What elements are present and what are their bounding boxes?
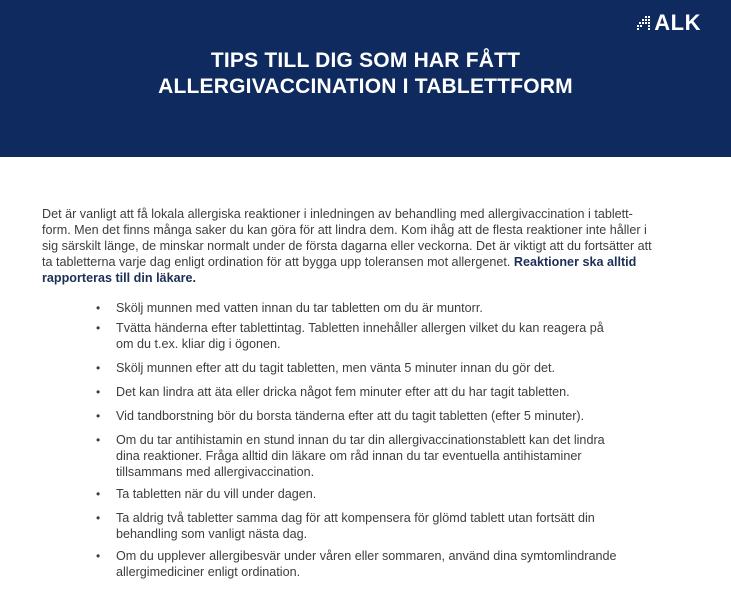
tip-text-line: tillsammans med allergivaccination. xyxy=(116,465,315,479)
bullet-icon: • xyxy=(96,361,101,375)
intro-line xyxy=(42,270,672,286)
tip-text-line: Om du upplever allergibesvär under våren eller sommaren, använd dina symtomlindrande xyxy=(116,549,617,563)
alk-logo xyxy=(636,12,701,34)
logo-text: ALK xyxy=(654,10,701,35)
tip-text-line: Ta aldrig två tabletter samma dag för att kompensera för glömd tablett utan fortsätt din xyxy=(116,511,595,525)
tip-text-line: Ta tabletten när du vill under dagen. xyxy=(116,487,317,501)
intro-emphasis: Reaktioner ska alltid xyxy=(513,255,637,269)
intro-line xyxy=(42,254,672,270)
tip-text-line: Det kan lindra att äta eller dricka något fem minuter efter att du har tagit tabletten. xyxy=(116,385,570,399)
tip-list-item xyxy=(96,432,676,480)
tip-text-line: dina reaktioner. Fråga alltid din läkare om råd innan du tar eventuella antihistaminer xyxy=(116,449,582,463)
tip-list-item xyxy=(96,384,676,400)
tip-list-item xyxy=(96,300,676,316)
tip-text-line: Vid tandborstning bör du borsta tänderna efter att du tagit tabletten (efter 5 minuter). xyxy=(116,409,585,423)
tip-list-item xyxy=(96,486,676,502)
bullet-icon: • xyxy=(96,321,101,335)
bullet-icon: • xyxy=(96,433,101,447)
page-title xyxy=(0,48,731,100)
tip-text-line: Skölj munnen med vatten innan du tar tabletten om du är muntorr. xyxy=(116,301,483,315)
tip-text-line: behandling som vanligt nästa dag. xyxy=(116,527,308,541)
tip-list-item xyxy=(96,548,676,580)
tip-list-item xyxy=(96,408,676,424)
tip-text-line: Om du tar antihistamin en stund innan du tar din allergivaccinationstablett kan det lindra xyxy=(116,433,605,447)
intro-line: sig särskilt länge, de minskar normalt under de första dagarna eller veckorna. Det är viktigt att du fortsätter att xyxy=(42,239,652,253)
bullet-icon: • xyxy=(96,487,101,501)
intro-line: Det är vanligt att få lokala allergiska reaktioner i inledningen av behandling med allergivaccination i tablett- xyxy=(42,207,633,221)
tip-list-item xyxy=(96,320,676,352)
page-title-line-1: TIPS TILL DIG SOM HAR FÅTT xyxy=(210,49,521,72)
bullet-icon: • xyxy=(96,511,101,525)
tip-text-line: Tvätta händerna efter tablettintag. Tabletten innehåller allergen vilket du kan reagera på xyxy=(116,321,604,335)
bullet-icon: • xyxy=(96,409,101,423)
tip-text-line: Skölj munnen efter att du tagit tabletten, men vänta 5 minuter innan du gör det. xyxy=(116,361,555,375)
tip-text-line: allergimediciner enligt ordination. xyxy=(116,565,301,579)
intro-text: ta tabletterna varje dag enligt ordination för att bygga upp toleransen mot allergenet. xyxy=(42,255,514,269)
tip-text-line: om du t.ex. kliar dig i ögonen. xyxy=(116,337,281,351)
bullet-icon: • xyxy=(96,549,101,563)
logo-dots-icon xyxy=(636,15,652,31)
header-banner xyxy=(0,0,731,157)
intro-line: form. Men det finns många saker du kan göra för att lindra dem. Kom ihåg att de flesta reaktioner inte håller i xyxy=(42,223,647,237)
bullet-icon: • xyxy=(96,301,101,315)
tip-list-item xyxy=(96,360,676,376)
intro-paragraph xyxy=(42,206,672,286)
page-title-line-2: ALLERGIVACCINATION I TABLETTFORM xyxy=(158,75,573,98)
bullet-icon: • xyxy=(96,385,101,399)
tip-list-item xyxy=(96,510,676,542)
intro-emphasis: rapporteras till din läkare. xyxy=(42,271,196,285)
